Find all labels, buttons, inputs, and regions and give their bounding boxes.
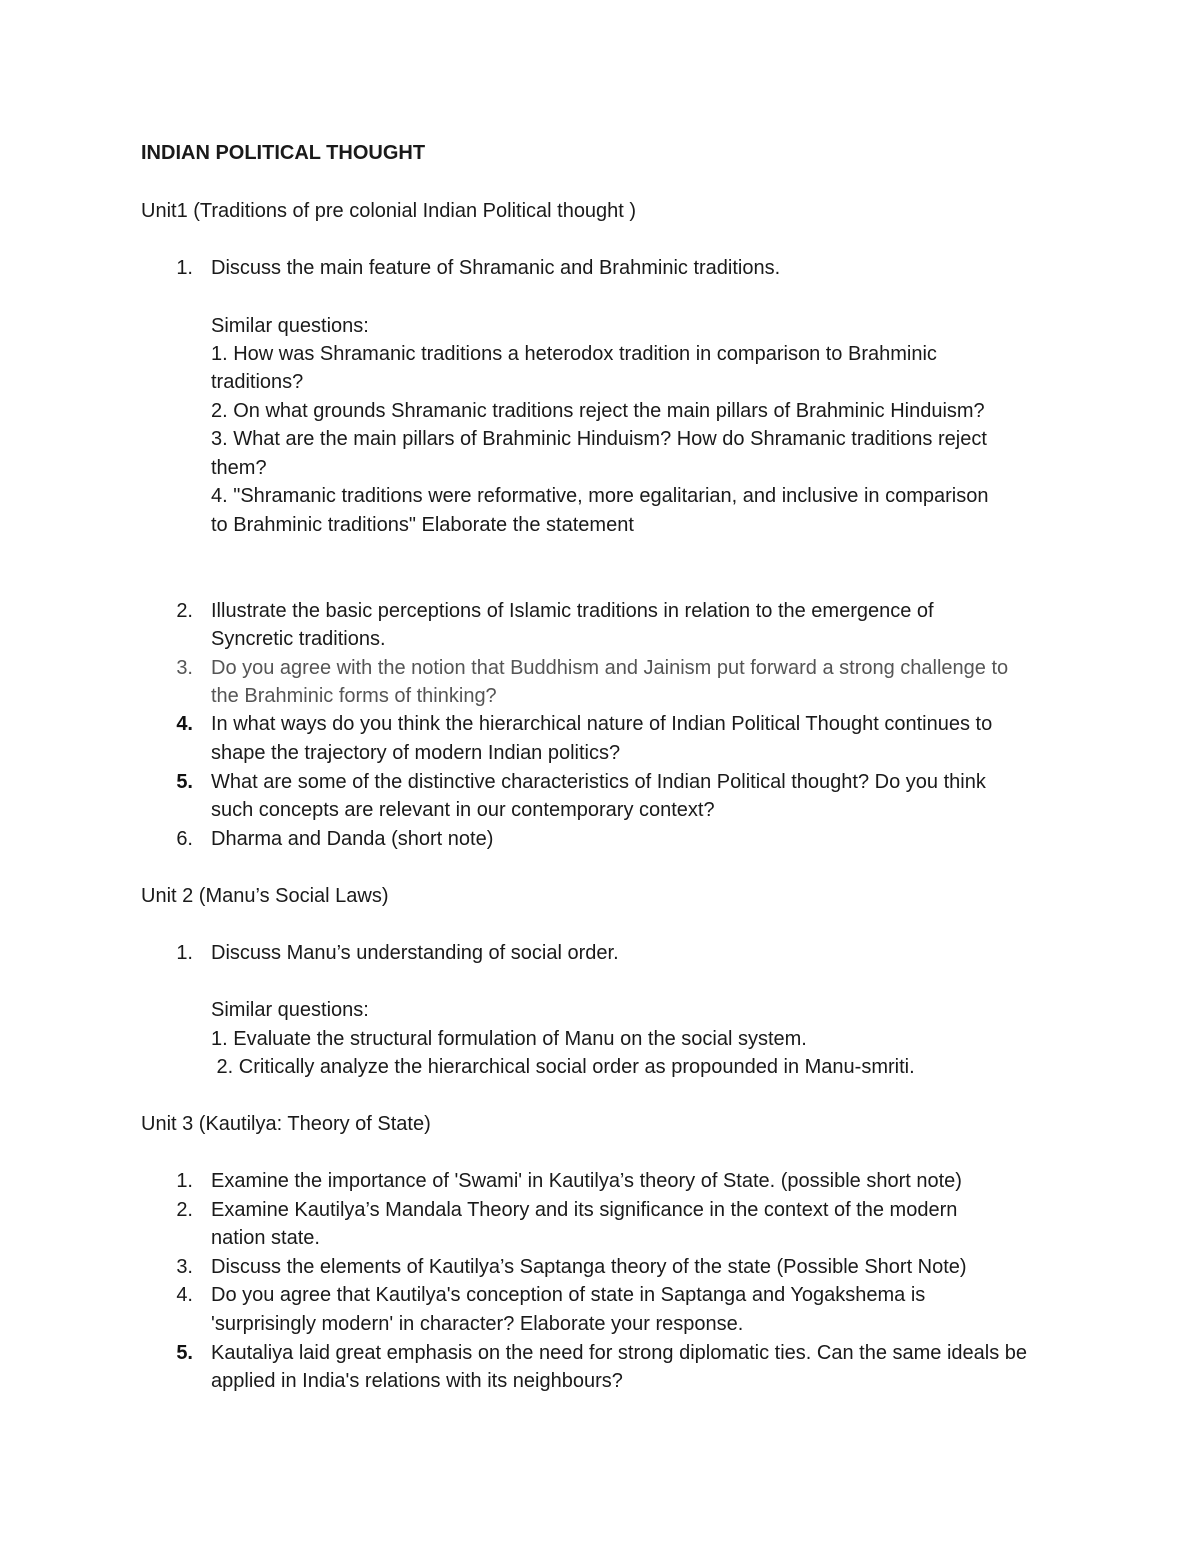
unit2-heading: Unit 2 (Manu’s Social Laws) bbox=[141, 885, 389, 907]
unit1-heading: Unit1 (Traditions of pre colonial Indian Political thought ) bbox=[141, 200, 637, 222]
unit1-q4-line: In what ways do you think the hierarchical nature of Indian Political Thought continues to bbox=[211, 713, 993, 735]
unit1-q4-line: shape the trajectory of modern Indian politics? bbox=[211, 742, 621, 764]
unit1-similar-line: to Brahminic traditions" Elaborate the statement bbox=[211, 514, 634, 536]
unit3-q2-line: nation state. bbox=[211, 1227, 320, 1249]
unit3-q3-text: Discuss the elements of Kautilya’s Saptanga theory of the state (Possible Short Note) bbox=[211, 1256, 967, 1278]
unit3-q2-number: 2. bbox=[176, 1199, 193, 1221]
unit1-similar-line: them? bbox=[211, 457, 267, 479]
unit3-q5-line: Kautaliya laid great emphasis on the need for strong diplomatic ties. Can the same ideals be bbox=[211, 1342, 1028, 1364]
unit1-q6-number: 6. bbox=[176, 828, 193, 850]
unit1-q2-line: Syncretic traditions. bbox=[211, 628, 386, 650]
unit2-q1-text: Discuss Manu’s understanding of social order. bbox=[211, 942, 619, 964]
unit1-q3-number: 3. bbox=[176, 657, 193, 679]
unit1-similar-line: 2. On what grounds Shramanic traditions reject the main pillars of Brahminic Hinduism? bbox=[211, 400, 985, 422]
unit1-similar-line: 1. How was Shramanic traditions a heterodox tradition in comparison to Brahminic bbox=[211, 343, 937, 365]
unit3-q4-line: 'surprisingly modern' in character? Elaborate your response. bbox=[211, 1313, 744, 1335]
unit1-similar-line: 3. What are the main pillars of Brahminic Hinduism? How do Shramanic traditions reject bbox=[211, 428, 987, 450]
unit1-q1-text: Discuss the main feature of Shramanic and Brahminic traditions. bbox=[211, 257, 781, 279]
unit3-q1-text: Examine the importance of 'Swami' in Kautilya’s theory of State. (possible short note) bbox=[211, 1170, 962, 1192]
unit1-q1-number: 1. bbox=[176, 257, 193, 279]
unit1-similar-line: 4. "Shramanic traditions were reformative, more egalitarian, and inclusive in comparison bbox=[211, 485, 989, 507]
unit3-q5-line: applied in India's relations with its neighbours? bbox=[211, 1370, 623, 1392]
unit1-similar-line: traditions? bbox=[211, 371, 304, 393]
unit2-similar-line: 1. Evaluate the structural formulation of Manu on the social system. bbox=[211, 1028, 807, 1050]
unit3-q2-line: Examine Kautilya’s Mandala Theory and its significance in the context of the modern bbox=[211, 1199, 958, 1221]
unit3-q4-line: Do you agree that Kautilya's conception of state in Saptanga and Yogakshema is bbox=[211, 1284, 926, 1306]
unit3-q3-number: 3. bbox=[176, 1256, 193, 1278]
unit1-q3-line: the Brahminic forms of thinking? bbox=[211, 685, 497, 707]
unit3-heading: Unit 3 (Kautilya: Theory of State) bbox=[141, 1113, 431, 1135]
unit1-q4-number: 4. bbox=[176, 713, 193, 735]
unit1-q2-line: Illustrate the basic perceptions of Islamic traditions in relation to the emergence of bbox=[211, 600, 934, 622]
unit3-q5-number: 5. bbox=[176, 1342, 193, 1364]
unit1-q2-number: 2. bbox=[176, 600, 193, 622]
unit1-q5-line: such concepts are relevant in our contemporary context? bbox=[211, 799, 715, 821]
unit1-q6-text: Dharma and Danda (short note) bbox=[211, 828, 494, 850]
unit2-similar-label: Similar questions: bbox=[211, 999, 369, 1021]
unit3-q4-number: 4. bbox=[176, 1284, 193, 1306]
document-title: INDIAN POLITICAL THOUGHT bbox=[141, 142, 426, 164]
unit1-q5-number: 5. bbox=[176, 771, 193, 793]
unit2-similar-line: 2. Critically analyze the hierarchical social order as propounded in Manu-smriti. bbox=[211, 1056, 915, 1078]
unit1-q5-line: What are some of the distinctive characteristics of Indian Political thought? Do you think bbox=[211, 771, 986, 793]
unit1-similar-label: Similar questions: bbox=[211, 315, 369, 337]
unit3-q1-number: 1. bbox=[176, 1170, 193, 1192]
unit1-q3-line: Do you agree with the notion that Buddhism and Jainism put forward a strong challenge to bbox=[211, 657, 1009, 679]
unit2-q1-number: 1. bbox=[176, 942, 193, 964]
